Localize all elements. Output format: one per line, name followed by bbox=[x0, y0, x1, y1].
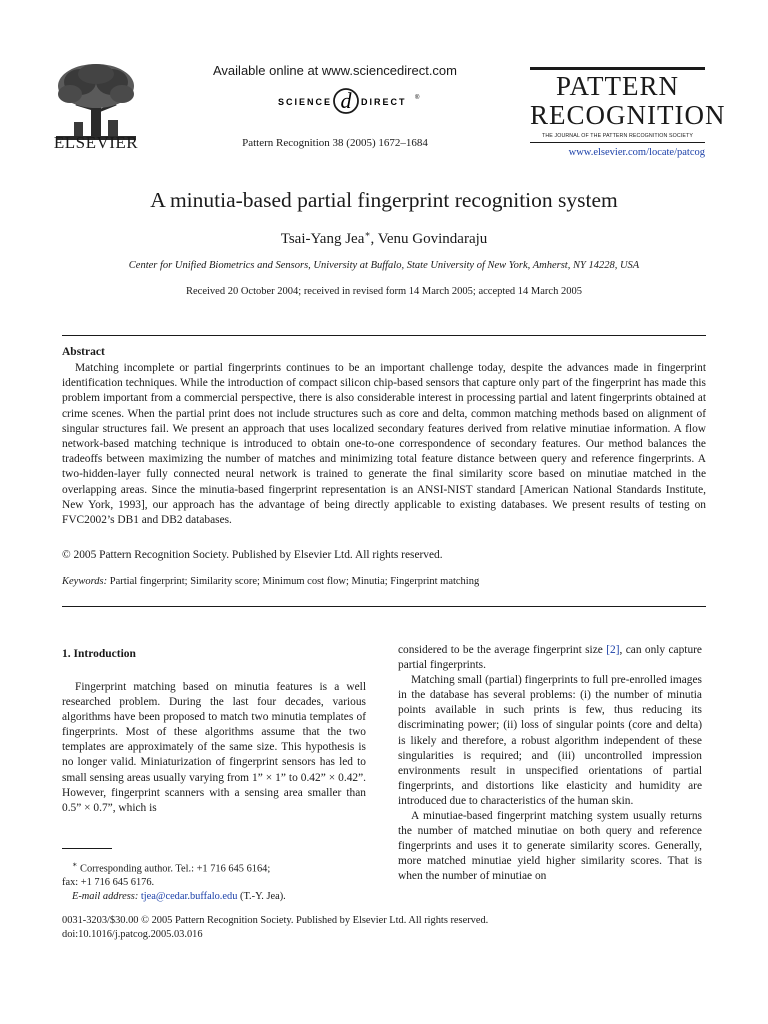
bottom-publication-info bbox=[62, 914, 706, 942]
intro-paragraph-continued bbox=[398, 643, 702, 673]
journal-title-line-2: RECOGNITION bbox=[530, 100, 726, 130]
keywords-list: Partial fingerprint; Similarity score; Minimum cost flow; Minutia; Fingerprint matching bbox=[107, 576, 480, 587]
author-1: Tsai-Yang Jea bbox=[280, 231, 365, 247]
journal-url-link[interactable]: www.elsevier.com/locate/patcog bbox=[568, 147, 705, 158]
abstract-top-rule bbox=[62, 335, 706, 336]
journal-title-line-1: PATTERN bbox=[555, 71, 680, 101]
footnote-fax: fax: +1 716 645 6176. bbox=[62, 877, 155, 889]
email-link[interactable]: tjea@cedar.buffalo.edu bbox=[140, 891, 238, 903]
continued-text-a: considered to be the average fingerprint size bbox=[398, 644, 607, 656]
publisher-name: ELSEVIER bbox=[53, 133, 139, 152]
journal-citation: Pattern Recognition 38 (2005) 1672–1684 bbox=[242, 137, 428, 149]
sd-left-text: SCIENCE bbox=[277, 97, 332, 107]
sciencedirect-logo bbox=[150, 86, 520, 116]
abstract-bottom-rule bbox=[62, 606, 706, 607]
journal-subtitle: THE JOURNAL OF THE PATTERN RECOGNITION SOCIETY bbox=[542, 133, 693, 139]
masthead-bottom-rule bbox=[530, 142, 705, 143]
sd-reg-mark: ® bbox=[415, 95, 420, 101]
author-separator: , bbox=[370, 231, 378, 247]
intro-paragraph-1: Fingerprint matching based on minutia features is a well researched problem. During the last four decades, various algorithms have been proposed to match two minutia templates of fingerprints. Most of these algorithms assume that the two templates are approximately of the same size. This hypothesis is no longer valid. Miniaturization of fingerprint sensors has led to small sensing areas usually varying from 1” × 1” to 0.42” × 0.42”. However, fingerprint scanners with a sensing area smaller than 0.5” × 0.7”, which is bbox=[62, 681, 366, 814]
left-column bbox=[62, 680, 366, 816]
email-label: E-mail address: bbox=[72, 891, 139, 903]
abstract-heading: Abstract bbox=[62, 346, 105, 358]
keywords-label: Keywords: bbox=[62, 576, 108, 587]
doi-line[interactable]: doi:10.1016/j.patcog.2005.03.016 bbox=[62, 929, 203, 940]
abstract-text: Matching incomplete or partial fingerprints continues to be an important challenge today, despite the advances made in fingerprint identification techniques. While the introduction of compact silicon chip-based sensors that capture only part of the fingerprint has made this problem important from a commercial perspective, there is also considerable interest in processing partial and latent fingerprints obtained at crime scenes. When the partial print does not include structures such as core and delta, common matching methods based on alignment of singular structures fail. We present an approach that uses localized secondary features derived from relative minutiae information. A flow network-based matching technique is introduced to obtain one-to-one correspondence of secondary features. Our method balances the tradeoffs between maximizing the number of matches and minimizing total feature distance between query and reference fingerprints. A two-hidden-layer fully connected neural network is trained to generate the final similarity score based on minutiae matched in the overlapping areas. Since the minutia-based fingerprint representation is an ANSI-NIST standard [American National Standards Institute, New York, 1993], our approach has the advantage of being directly applicable to existing databases. We present results of testing on FVC2002’s DB1 and DB2 databases. bbox=[62, 362, 706, 527]
continued-text-b: , can only capture partial fingerprints. bbox=[398, 644, 702, 672]
footnote-mark: ∗ bbox=[72, 860, 78, 869]
paper-title: A minutia-based partial fingerprint recognition system bbox=[150, 188, 618, 212]
abstract-copyright: © 2005 Pattern Recognition Society. Published by Elsevier Ltd. All rights reserved. bbox=[62, 549, 443, 561]
sd-right-text: DIRECT bbox=[361, 97, 407, 107]
intro-paragraph-3: A minutiae-based fingerprint matching system usually returns the number of matched minutiae on both query and reference fingerprints and uses it to generate similarity scores. Generally, more matched minutiae yield higher similarity scores. That is when the number of minutiae on bbox=[398, 810, 702, 883]
author-affiliation: Center for Unified Biometrics and Sensors, University at Buffalo, State University of New York, Amherst, NY 14228, USA bbox=[128, 260, 640, 271]
author-2: Venu Govindaraju bbox=[377, 231, 488, 247]
footnote-tel: Corresponding author. Tel.: +1 716 645 6164; bbox=[77, 863, 271, 875]
sd-mark-text: d bbox=[340, 88, 352, 113]
masthead-top-rule bbox=[530, 67, 705, 70]
footnote-line-1 bbox=[62, 858, 366, 876]
journal-title bbox=[530, 71, 726, 130]
reference-link-2[interactable]: [2] bbox=[606, 644, 620, 656]
available-online-text: Available online at www.sciencedirect.com bbox=[213, 63, 457, 78]
author-list bbox=[40, 229, 728, 248]
footnote-block bbox=[62, 858, 366, 904]
email-suffix: (T.-Y. Jea). bbox=[237, 891, 286, 903]
intro-paragraph-2: Matching small (partial) fingerprints to full pre-enrolled images in the database has several problems: (i) the number of minutia points available in such prints is few, thus reducing its discriminating power; (ii) loss of singular points (core and delta) is likely and therefore, a robust algorithm independent of these singularities is required; and (iii) uncontrolled impression environments result in unspecified orientations of partial fingerprints, and distortions like elasticity and humidity are introduced due to characteristics of the human skin. bbox=[398, 674, 702, 807]
keywords-line bbox=[62, 576, 706, 587]
section-heading-introduction: 1. Introduction bbox=[62, 648, 136, 660]
right-column bbox=[398, 643, 702, 885]
journal-masthead bbox=[530, 67, 726, 158]
received-dates: Received 20 October 2004; received in revised form 14 March 2005; accepted 14 March 2005 bbox=[186, 286, 582, 297]
footnote-email-line bbox=[62, 890, 366, 904]
author-1-footnote-mark[interactable]: ∗ bbox=[364, 229, 371, 239]
issn-copyright-line: 0031-3203/$30.00 © 2005 Pattern Recognition Society. Published by Elsevier Ltd. All rights reserved. bbox=[62, 915, 489, 926]
footnote-rule bbox=[62, 848, 112, 849]
